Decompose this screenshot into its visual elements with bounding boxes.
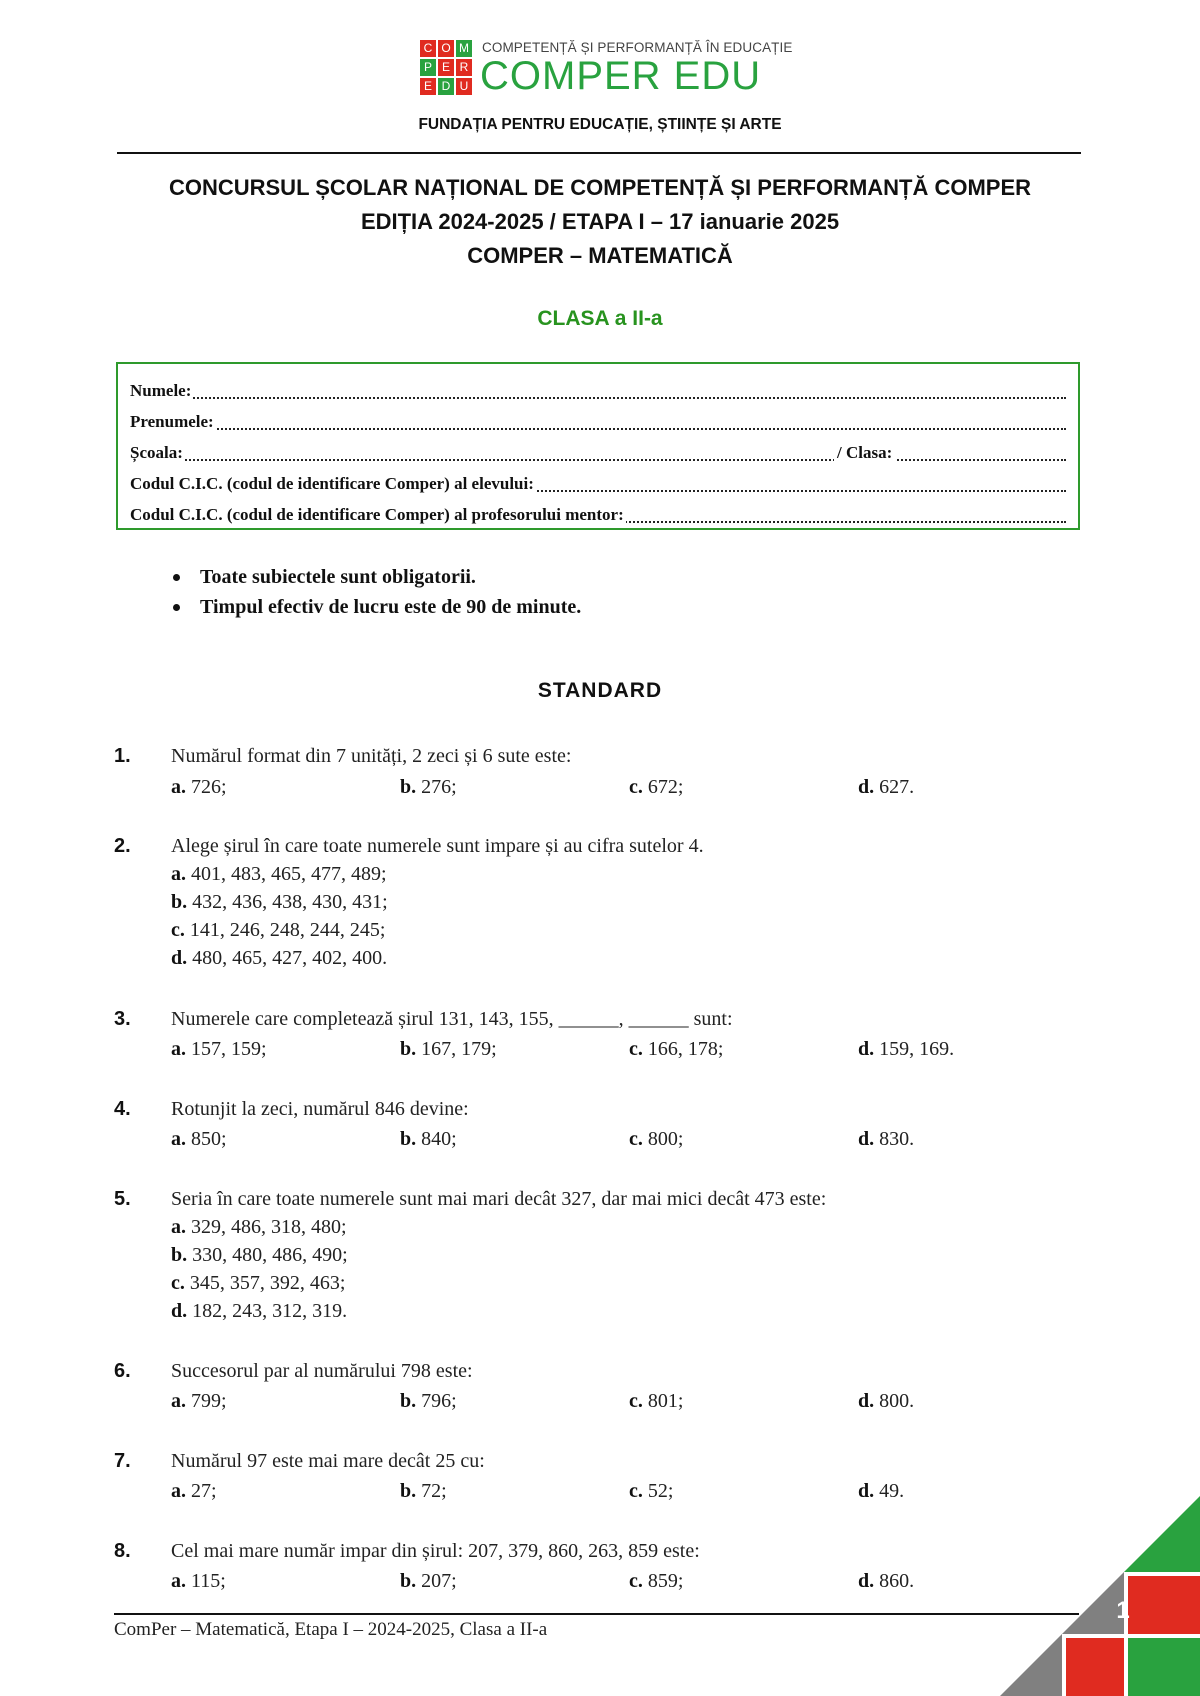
option-b[interactable]: b. 207; (400, 1570, 457, 1592)
question-text: Seria în care toate numerele sunt mai mari decât 327, dar mai mici decât 473 este: (171, 1188, 827, 1210)
option-d[interactable]: d. 627. (858, 776, 915, 798)
dotted-line (130, 397, 1066, 399)
option-b[interactable]: b. 276; (400, 776, 457, 798)
instruction-item (170, 562, 581, 592)
logo-cell: C (420, 40, 436, 57)
page-number: 1 (1116, 1597, 1130, 1624)
option-a[interactable]: a. 799; (171, 1390, 227, 1412)
name-label: Numele: (130, 379, 193, 403)
question-number: 5. (114, 1188, 131, 1210)
firstname-label: Prenumele: (130, 410, 216, 434)
section-title: STANDARD (537, 679, 663, 702)
option-b[interactable]: b. 167, 179; (400, 1038, 497, 1060)
firstname-field[interactable] (130, 410, 1066, 434)
option-b[interactable]: b. 72; (400, 1480, 447, 1502)
question-number: 3. (114, 1008, 131, 1030)
dotted-line (130, 459, 1066, 461)
logo-cell: E (438, 59, 454, 76)
option-c[interactable]: c. 801; (629, 1390, 684, 1412)
identification-box (116, 362, 1080, 530)
option-b[interactable]: b. 796; (400, 1390, 457, 1412)
instruction-text: Toate subiectele sunt obligatorii. (200, 566, 476, 588)
question-text: Numărul 97 este mai mare decât 25 cu: (171, 1450, 485, 1472)
option-d[interactable]: d. 49. (858, 1480, 905, 1502)
logo-grid-icon (420, 40, 472, 96)
question-number: 8. (114, 1540, 131, 1562)
question-number: 1. (114, 745, 131, 767)
teacher-code-label: Codul C.I.C. (codul de identificare Comper) al profesorului mentor: (130, 503, 626, 527)
option-c[interactable]: c. 52; (629, 1480, 674, 1502)
instructions-list (170, 562, 581, 622)
logo-tagline: COMPETENȚĂ ȘI PERFORMANȚĂ ÎN EDUCAȚIE (482, 40, 793, 55)
option-c[interactable]: c. 859; (629, 1570, 684, 1592)
instruction-item (170, 592, 581, 622)
footer-text: ComPer – Matematică, Etapa I – 2024-2025, Clasa a II-a (114, 1619, 548, 1640)
option-c[interactable]: c. 800; (629, 1128, 684, 1150)
class-label: / Clasa: (834, 441, 895, 465)
header-divider (117, 152, 1081, 154)
question-text: Alege șirul în care toate numerele sunt impare și au cifra sutelor 4. (171, 835, 704, 857)
name-field[interactable] (130, 379, 1066, 403)
logo-cell: O (438, 40, 454, 57)
student-code-field[interactable] (130, 472, 1066, 496)
bullet-icon (173, 604, 180, 611)
class-title: CLASA a II-a (537, 307, 663, 330)
option-d[interactable]: d. 159, 169. (858, 1038, 955, 1060)
bullet-icon (173, 574, 180, 581)
logo-cell: E (420, 78, 436, 95)
option-d[interactable]: d. 800. (858, 1390, 915, 1412)
option-a[interactable]: a. 850; (171, 1128, 227, 1150)
option-c[interactable]: c. 166, 178; (629, 1038, 724, 1060)
student-code-label: Codul C.I.C. (codul de identificare Comper) al elevului: (130, 472, 536, 496)
option-d[interactable]: d. 860. (858, 1570, 915, 1592)
option-c[interactable]: c. 672; (629, 776, 684, 798)
question-number: 4. (114, 1098, 131, 1120)
question-text: Numărul format din 7 unități, 2 zeci și 6 sute este: (171, 745, 572, 767)
footer-divider (114, 1613, 1079, 1615)
question-number: 7. (114, 1450, 131, 1472)
option-a[interactable]: a. 157, 159; (171, 1038, 267, 1060)
school-label: Școala: (130, 441, 185, 465)
subject-title: COMPER – MATEMATICĂ (467, 243, 733, 268)
option-c[interactable]: c. 141, 246, 248, 244, 245; (171, 919, 386, 941)
option-d[interactable]: d. 182, 243, 312, 319. (171, 1300, 348, 1322)
option-b[interactable]: b. 330, 480, 486, 490; (171, 1244, 348, 1266)
option-a[interactable]: a. 726; (171, 776, 227, 798)
instruction-text: Timpul efectiv de lucru este de 90 de minute. (200, 596, 582, 618)
question-number: 6. (114, 1360, 131, 1382)
option-d[interactable]: d. 480, 465, 427, 402, 400. (171, 947, 388, 969)
question-text: Numerele care completează șirul 131, 143, 155, ______, ______ sunt: (171, 1008, 733, 1030)
option-a[interactable]: a. 401, 483, 465, 477, 489; (171, 863, 387, 885)
option-b[interactable]: b. 432, 436, 438, 430, 431; (171, 891, 388, 913)
option-a[interactable]: a. 329, 486, 318, 480; (171, 1216, 347, 1238)
school-field[interactable] (130, 441, 1066, 465)
question-text: Succesorul par al numărului 798 este: (171, 1360, 473, 1382)
dotted-line (130, 428, 1066, 430)
logo-cell: U (456, 78, 472, 95)
logo-cell: P (420, 59, 436, 76)
contest-title: CONCURSUL ȘCOLAR NAȚIONAL DE COMPETENȚĂ ȘI PERFORMANȚĂ COMPER (168, 175, 1032, 200)
logo-cell: M (456, 40, 472, 57)
foundation-name: FUNDAȚIA PENTRU EDUCAȚIE, ȘTIINȚE ȘI ARTE (418, 116, 782, 133)
question-text: Rotunjit la zeci, numărul 846 devine: (171, 1098, 469, 1120)
teacher-code-field[interactable] (130, 503, 1066, 527)
option-c[interactable]: c. 345, 357, 392, 463; (171, 1272, 346, 1294)
question-number: 2. (114, 835, 131, 857)
corner-decoration-icon (1000, 1496, 1200, 1696)
logo-cell: R (456, 59, 472, 76)
option-a[interactable]: a. 115; (171, 1570, 226, 1592)
logo-cell: D (438, 78, 454, 95)
option-b[interactable]: b. 840; (400, 1128, 457, 1150)
edition-title: EDIȚIA 2024-2025 / ETAPA I – 17 ianuarie 2025 (360, 209, 840, 234)
question-text: Cel mai mare număr impar din șirul: 207, 379, 860, 263, 859 este: (171, 1540, 700, 1562)
logo-name: COMPER EDU (480, 54, 762, 98)
option-a[interactable]: a. 27; (171, 1480, 217, 1502)
comper-edu-logo (420, 40, 793, 98)
option-d[interactable]: d. 830. (858, 1128, 915, 1150)
